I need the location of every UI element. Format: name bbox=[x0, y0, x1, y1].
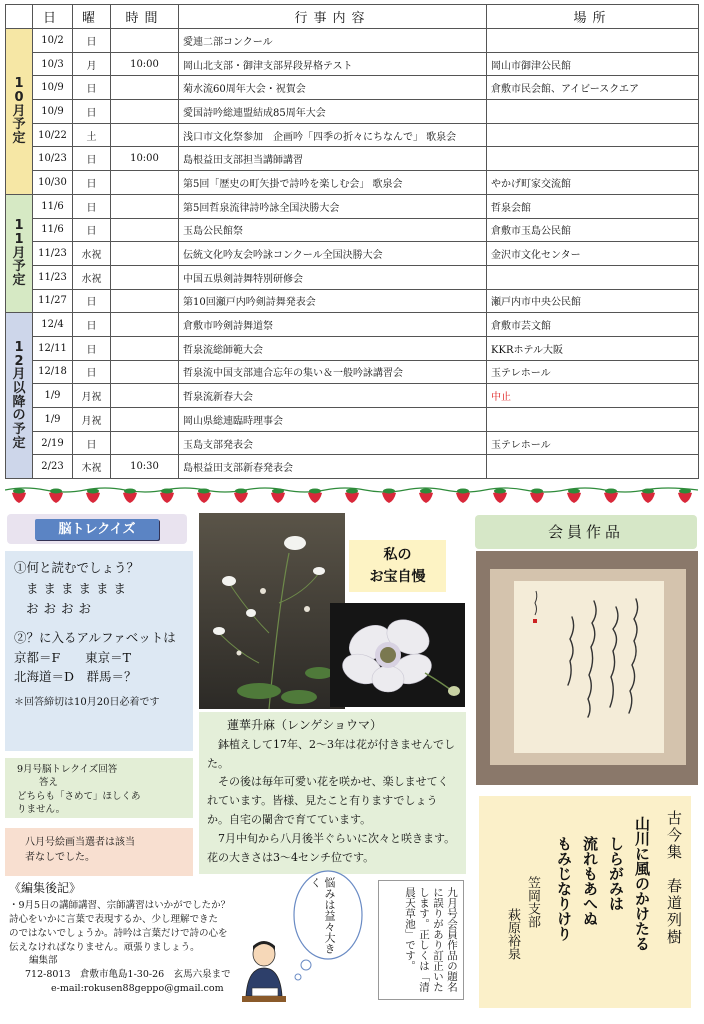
strawberry-icon bbox=[160, 489, 174, 504]
cell-place bbox=[487, 100, 699, 124]
editorial-address: 712-8013 倉敷市亀島1-30-26 玄馬六泉まで bbox=[25, 969, 231, 981]
cell-time bbox=[111, 265, 179, 289]
table-row bbox=[6, 408, 699, 432]
writer-illustration bbox=[238, 936, 290, 1008]
cell-day: 10/23 bbox=[33, 147, 73, 171]
header-place: 場所 bbox=[487, 5, 699, 29]
cell-weekday: 日 bbox=[73, 336, 111, 360]
table-row bbox=[6, 52, 699, 76]
table-row bbox=[6, 360, 699, 384]
cell-time bbox=[111, 360, 179, 384]
poem-line-1: 山川に風のかけたる bbox=[633, 816, 651, 951]
cell-weekday: 日 bbox=[73, 431, 111, 455]
editorial-email: e-mail:rokusen88geppo@gmail.com bbox=[51, 982, 224, 994]
essay-paragraph-1: 鉢植えして17年、2～3年は花が付きませんでした。 bbox=[207, 737, 455, 770]
flower-essay bbox=[199, 712, 466, 874]
cell-place: 倉敷市芸文館 bbox=[487, 313, 699, 337]
cell-day: 10/3 bbox=[33, 52, 73, 76]
cell-event: 玉島公民館祭 bbox=[179, 218, 487, 242]
cell-day: 12/18 bbox=[33, 360, 73, 384]
cell-place bbox=[487, 408, 699, 432]
author-name: 萩原裕泉 bbox=[505, 908, 520, 960]
table-row bbox=[6, 171, 699, 195]
strawberry-icon bbox=[271, 489, 285, 504]
cell-weekday: 日 bbox=[73, 194, 111, 218]
cell-time bbox=[111, 408, 179, 432]
cell-day: 1/9 bbox=[33, 384, 73, 408]
strawberry-icon bbox=[493, 489, 507, 504]
strawberry-icon bbox=[530, 489, 544, 504]
cell-time bbox=[111, 29, 179, 53]
cell-day: 11/27 bbox=[33, 289, 73, 313]
table-row bbox=[6, 289, 699, 313]
quiz-question-1: ①何と読むでしょう？ bbox=[14, 560, 140, 575]
editors-note bbox=[9, 880, 249, 1016]
cell-weekday: 日 bbox=[73, 218, 111, 242]
cell-weekday: 日 bbox=[73, 171, 111, 195]
quiz-q2-line2: 北海道＝D 群馬＝？ bbox=[14, 668, 137, 684]
cell-weekday: 月 bbox=[73, 52, 111, 76]
correction-notice-text: 九月号会員作品の題名に誤りがあり訂正いたします。正しくは「清晨天草池」です。 bbox=[404, 887, 458, 992]
strawberry-icon bbox=[345, 489, 359, 504]
table-row bbox=[6, 313, 699, 337]
quiz-q2-line1: 京都＝F 東京＝T bbox=[14, 649, 132, 665]
thought-bubble bbox=[286, 867, 368, 985]
correction-notice bbox=[378, 880, 464, 1000]
cell-place bbox=[487, 265, 699, 289]
cell-place: 金沢市文化センター bbox=[487, 242, 699, 266]
header-event: 行事内容 bbox=[179, 5, 487, 29]
cell-weekday: 日 bbox=[73, 289, 111, 313]
quiz-question-2: ②？に入るアルファベットは bbox=[14, 630, 176, 646]
cell-time: 10:00 bbox=[111, 147, 179, 171]
cell-event: 玉島支部発表会 bbox=[179, 431, 487, 455]
month-group-text: 12月以降の予定 bbox=[12, 340, 26, 451]
cell-place: 倉敷市民会館、アイビースクエア bbox=[487, 76, 699, 100]
strawberry-icon bbox=[641, 489, 655, 504]
essay-title: 蓮華升麻（レンゲショウマ） bbox=[227, 718, 382, 732]
essay-paragraph-2: その後は毎年可愛い花を咲かせ、楽しませてくれています。皆様、見たこと有りますでしょうか。自宅の闌舎で育てています。 bbox=[207, 775, 449, 827]
strawberry-icon bbox=[678, 489, 692, 504]
contest-line-1: 八月号絵画当選者は該当 bbox=[25, 837, 135, 848]
strawberry-icon bbox=[604, 489, 618, 504]
flower-closeup-image bbox=[330, 603, 465, 707]
thought-bubble-text: 悩みは益々大きく bbox=[309, 877, 336, 954]
strawberry-icon bbox=[49, 489, 63, 504]
cell-weekday: 日 bbox=[73, 147, 111, 171]
month-group-text: 11月予定 bbox=[12, 218, 26, 288]
cell-event: 岡山北支部・御津支部昇段昇格テスト bbox=[179, 52, 487, 76]
table-row bbox=[6, 76, 699, 100]
cell-weekday: 木祝 bbox=[73, 455, 111, 479]
cell-day: 11/6 bbox=[33, 218, 73, 242]
cell-day: 11/23 bbox=[33, 242, 73, 266]
cell-day: 10/9 bbox=[33, 100, 73, 124]
header-weekday: 曜 bbox=[73, 5, 111, 29]
flower-photo-closeup bbox=[330, 603, 465, 707]
strawberry-icon bbox=[567, 489, 581, 504]
cell-place bbox=[487, 123, 699, 147]
poem-line-3: 流れもあへぬ bbox=[581, 836, 599, 926]
cell-time bbox=[111, 242, 179, 266]
cell-event: 哲泉流新春大会 bbox=[179, 384, 487, 408]
cell-event: 哲泉流総師範大会 bbox=[179, 336, 487, 360]
answer-line-4: りません。 bbox=[17, 803, 66, 815]
strawberry-garland bbox=[5, 484, 698, 504]
cell-event: 菊水流60周年大会・祝賀会 bbox=[179, 76, 487, 100]
quiz-deadline: ＊回答締切は10月20日必着です bbox=[14, 697, 160, 709]
table-row bbox=[6, 431, 699, 455]
strawberry-icon bbox=[86, 489, 100, 504]
answer-line-1: 9月号脳トレクイズ回答 bbox=[17, 764, 118, 775]
cell-place: 哲泉会館 bbox=[487, 194, 699, 218]
header-blank bbox=[6, 5, 33, 29]
treasure-line-1: 私の bbox=[383, 547, 412, 563]
quiz-title-box bbox=[7, 514, 187, 544]
cell-event: 島根益田支部新春発表会 bbox=[179, 455, 487, 479]
strawberry-icon bbox=[12, 489, 26, 504]
table-row bbox=[6, 265, 699, 289]
cell-time bbox=[111, 289, 179, 313]
poem-line-2: しらがみは bbox=[607, 836, 625, 911]
cell-weekday: 月祝 bbox=[73, 408, 111, 432]
cell-event: 愛国詩吟総連盟結成85周年大会 bbox=[179, 100, 487, 124]
month-group-label bbox=[6, 313, 33, 479]
cell-place bbox=[487, 147, 699, 171]
cell-weekday: 日 bbox=[73, 29, 111, 53]
cell-weekday: 日 bbox=[73, 313, 111, 337]
cell-event: 第10回瀬戸内吟剣詩舞発表会 bbox=[179, 289, 487, 313]
cell-time bbox=[111, 384, 179, 408]
author-branch: 笠岡支部 bbox=[525, 876, 540, 928]
answer-line-2: 答え bbox=[39, 777, 59, 789]
cell-event: 中国五県剣詩舞特別研修会 bbox=[179, 265, 487, 289]
flower-photo-large bbox=[199, 513, 345, 709]
cell-event: 岡山県総連臨時理事会 bbox=[179, 408, 487, 432]
month-group-text: 10月予定 bbox=[12, 76, 26, 146]
cell-place: 中止 bbox=[487, 384, 699, 408]
cell-time bbox=[111, 76, 179, 100]
cell-weekday: 日 bbox=[73, 76, 111, 100]
cell-weekday: 水祝 bbox=[73, 242, 111, 266]
table-row bbox=[6, 336, 699, 360]
cell-place: 岡山市御津公民館 bbox=[487, 52, 699, 76]
cell-event: 哲泉流中国支部連合忘年の集い＆一般吟詠講習会 bbox=[179, 360, 487, 384]
table-row bbox=[6, 455, 699, 479]
strawberry-icon bbox=[123, 489, 137, 504]
cell-weekday: 土 bbox=[73, 123, 111, 147]
answer-line-3: どちらも「さめて」ほしくあ bbox=[17, 790, 141, 802]
cell-place bbox=[487, 455, 699, 479]
cell-day: 1/9 bbox=[33, 408, 73, 432]
cell-event: 伝統文化吟友会吟詠コンクール全国決勝大会 bbox=[179, 242, 487, 266]
quiz-q1-line2: おおおお bbox=[26, 600, 97, 616]
contest-line-2: 者なしでした。 bbox=[25, 852, 95, 863]
table-row bbox=[6, 29, 699, 53]
cell-place: KKRホテル大阪 bbox=[487, 336, 699, 360]
cell-time bbox=[111, 431, 179, 455]
table-row bbox=[6, 242, 699, 266]
cell-time: 10:00 bbox=[111, 52, 179, 76]
cell-time bbox=[111, 171, 179, 195]
cell-place: 瀬戸内市中央公民館 bbox=[487, 289, 699, 313]
strawberry-icon bbox=[234, 489, 248, 504]
cell-event: 浅口市文化祭参加 企画吟「四季の折々にちなんで」 歌泉会 bbox=[179, 123, 487, 147]
drawing-contest-box bbox=[5, 828, 193, 876]
table-row bbox=[6, 194, 699, 218]
editors-note-line-2: 詩心をいかに言葉で表現するか、少し理解できた bbox=[9, 914, 219, 926]
editors-note-title: 《編集後記》 bbox=[9, 881, 82, 895]
cell-place: やかげ町家交流館 bbox=[487, 171, 699, 195]
cell-day: 11/6 bbox=[33, 194, 73, 218]
editors-note-line-4: 伝えなければなりません。頑張りましょう。 bbox=[9, 941, 200, 953]
quiz-title: 脳トレクイズ bbox=[35, 519, 159, 540]
cell-time bbox=[111, 313, 179, 337]
cell-day: 10/30 bbox=[33, 171, 73, 195]
cell-event: 倉敷市吟剣詩舞道祭 bbox=[179, 313, 487, 337]
strawberry-icon bbox=[308, 489, 322, 504]
strawberry-icon bbox=[419, 489, 433, 504]
cell-time bbox=[111, 336, 179, 360]
cell-day: 2/19 bbox=[33, 431, 73, 455]
cell-event: 第5回哲泉流律詩吟詠全国決勝大会 bbox=[179, 194, 487, 218]
my-treasure-label bbox=[349, 540, 446, 592]
cell-time bbox=[111, 100, 179, 124]
cell-day: 10/22 bbox=[33, 123, 73, 147]
calligraphy-image bbox=[476, 551, 698, 785]
cell-day: 10/2 bbox=[33, 29, 73, 53]
cell-day: 10/9 bbox=[33, 76, 73, 100]
poem-source: 古今集 春道列樹 bbox=[665, 810, 683, 946]
cell-weekday: 水祝 bbox=[73, 265, 111, 289]
cell-day: 11/23 bbox=[33, 265, 73, 289]
strawberry-icon bbox=[382, 489, 396, 504]
cell-weekday: 月祝 bbox=[73, 384, 111, 408]
quiz-answer-box bbox=[5, 758, 193, 818]
member-works-title: 会員作品 bbox=[475, 515, 697, 549]
quiz-box bbox=[5, 551, 193, 751]
month-group-label bbox=[6, 29, 33, 195]
cell-time bbox=[111, 218, 179, 242]
cell-place bbox=[487, 29, 699, 53]
cell-time bbox=[111, 194, 179, 218]
flower-photo-large-image bbox=[199, 513, 345, 709]
treasure-line-2: お宝自慢 bbox=[369, 569, 426, 585]
cell-weekday: 日 bbox=[73, 100, 111, 124]
editors-note-line-3: のではないでしょうか。詩吟は言葉だけで詩の心を bbox=[9, 927, 228, 939]
table-row bbox=[6, 100, 699, 124]
schedule-table bbox=[5, 4, 699, 479]
editors-note-line-1: ・9月5日の講師講習、宗師講習はいかがでしたか？ bbox=[9, 900, 231, 912]
cell-event: 島根益田支部担当講師講習 bbox=[179, 147, 487, 171]
table-row bbox=[6, 384, 699, 408]
cell-event: 愛連二部コンクール bbox=[179, 29, 487, 53]
poem-box bbox=[479, 796, 691, 1008]
editorial-dept: 編集部 bbox=[29, 955, 58, 967]
calligraphy-artwork bbox=[476, 551, 698, 785]
table-row bbox=[6, 147, 699, 171]
cell-place: 玉テレホール bbox=[487, 431, 699, 455]
cell-day: 12/4 bbox=[33, 313, 73, 337]
cell-weekday: 日 bbox=[73, 360, 111, 384]
cell-place: 倉敷市玉島公民館 bbox=[487, 218, 699, 242]
strawberry-icon bbox=[456, 489, 470, 504]
table-row bbox=[6, 123, 699, 147]
cell-place: 玉テレホール bbox=[487, 360, 699, 384]
poem-line-4: もみじなりけり bbox=[555, 836, 573, 941]
cell-time: 10:30 bbox=[111, 455, 179, 479]
header-day: 日 bbox=[33, 5, 73, 29]
quiz-q1-line1: まままままま bbox=[26, 581, 132, 597]
essay-paragraph-3: 7月中旬から八月後半ぐらいに次々と咲きます。花の大きさは3～4センチ位です。 bbox=[207, 832, 456, 865]
schedule-body bbox=[6, 29, 699, 479]
cell-event: 第5回「歴史の町矢掛で詩吟を楽しむ会」 歌泉会 bbox=[179, 171, 487, 195]
strawberry-icon bbox=[197, 489, 211, 504]
table-header-row bbox=[6, 5, 699, 29]
cell-day: 2/23 bbox=[33, 455, 73, 479]
cell-day: 12/11 bbox=[33, 336, 73, 360]
month-group-label bbox=[6, 194, 33, 312]
cell-time bbox=[111, 123, 179, 147]
table-row bbox=[6, 218, 699, 242]
header-time: 時間 bbox=[111, 5, 179, 29]
